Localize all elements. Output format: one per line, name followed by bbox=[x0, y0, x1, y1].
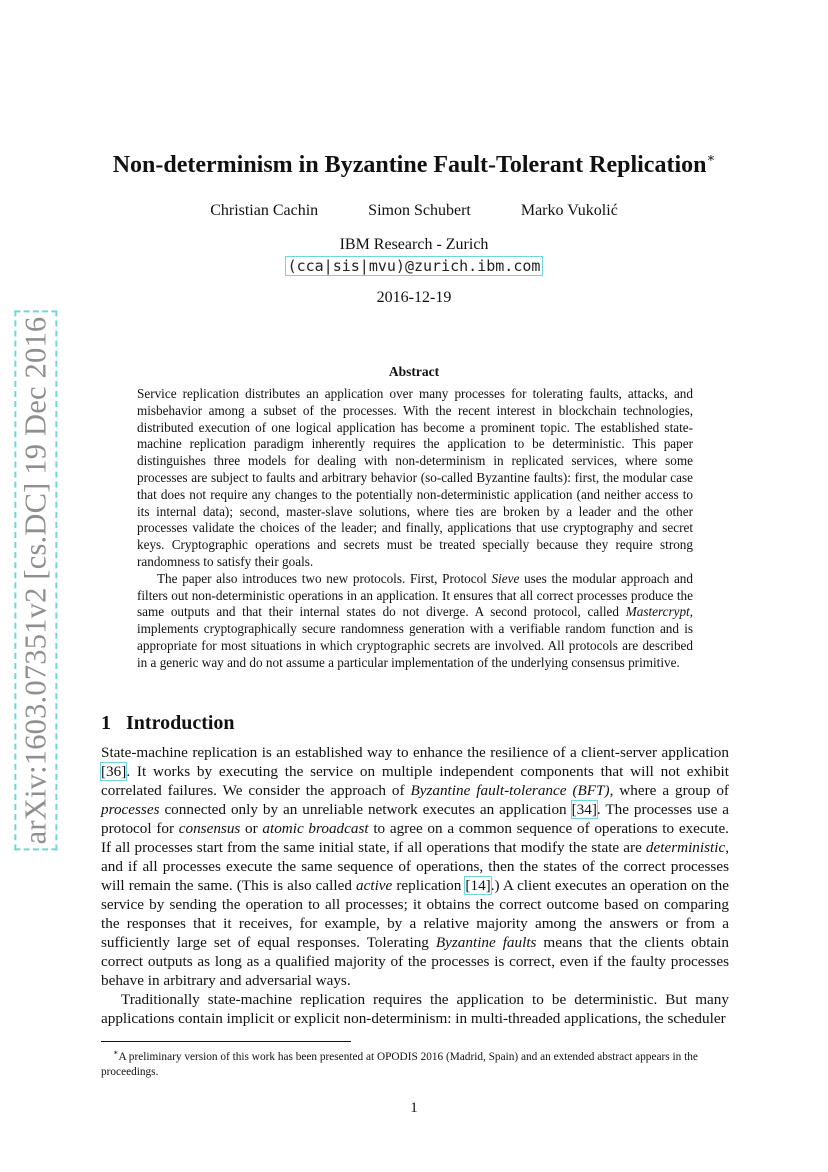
emphasis: processes bbox=[101, 801, 160, 818]
emphasis: Byzantine faults bbox=[435, 934, 537, 951]
author-list bbox=[0, 202, 828, 220]
body-text bbox=[101, 743, 729, 1028]
body-paragraph: Traditionally state-machine replication requires the application to be deterministic. But many applications contain implicit or explicit non-determinism: in multi-threaded applications, the scheduler bbox=[101, 991, 729, 1027]
date: 2016-12-19 bbox=[376, 289, 452, 306]
email-link[interactable]: (cca|sis|mvu)@zurich.ibm.com bbox=[287, 257, 541, 275]
text-run: . The processes use a protocol for bbox=[101, 801, 729, 837]
arxiv-identifier[interactable]: arXiv:1603.07351v2 [cs.DC] 19 Dec 2016 bbox=[18, 316, 53, 844]
text-run: or bbox=[240, 820, 263, 837]
author-name: Simon Schubert bbox=[368, 202, 471, 219]
footnote-divider bbox=[101, 1041, 351, 1042]
section-title: Introduction bbox=[126, 712, 235, 734]
emphasis: consensus bbox=[178, 820, 241, 837]
text-run: State-machine replication is an established way to enhance the resilience of a client-server application bbox=[101, 744, 729, 761]
text-run: means that the clients obtain correct outputs as long as a qualified majority of the processes is correct, even if the faulty processes behave in arbitrary and adversarial ways. bbox=[101, 934, 729, 989]
page-number: 1 bbox=[410, 1100, 418, 1116]
citation-link[interactable]: [36] bbox=[101, 763, 127, 780]
abstract-paragraph: Service replication distributes an application over many processes for tolerating faults, attacks, and misbehavior among a subset of the processes. With the recent interest in blockchain technologies, distributed execution of one logical application has become a prominent topic. The established state-machine replication paradigm inherently requires the application to be deterministic. This paper distinguishes three models for dealing with non-determinism in replicated services, where some processes are subject to faults and arbitrary behavior (so-called Byzantine faults): first, the modular case that does not require any changes to the potentially non-deterministic application (and neither access to its internal data); second, master-slave solutions, where ties are broken by a leader and the other processes validate the choices of the leader; and finally, applications that use cryptography and secret keys. Cryptographic operations and secrets must be treated specially because they require strong randomness to satisfy their goals. bbox=[137, 386, 693, 569]
emphasis: deterministic bbox=[645, 839, 726, 856]
abstract-text: The paper also introduces two new protocols. First, Protocol bbox=[157, 570, 492, 586]
protocol-name-mastercrypt: Mastercrypt bbox=[625, 604, 690, 620]
section-number: 1 bbox=[101, 712, 111, 734]
text-run: to agree on a common sequence of operations to execute. If all processes start from the same initial state, if all operations that modify the state are bbox=[101, 820, 729, 856]
emphasis: atomic broadcast bbox=[262, 820, 369, 837]
section-heading bbox=[101, 712, 235, 735]
title-text: Non-determinism in Byzantine Fault-Tolerant Replication bbox=[112, 152, 707, 178]
affiliation: IBM Research - Zurich bbox=[339, 236, 489, 253]
author-name: Christian Cachin bbox=[210, 202, 319, 219]
paper-title bbox=[0, 150, 828, 179]
footnote-text: A preliminary version of this work has been presented at OPODIS 2016 (Madrid, Spain) and an extended abstract appears in the proceedings. bbox=[101, 1050, 698, 1078]
text-run: .) A client executes an operation on the service by sending the operation to all processes; it obtains the correct outcome based on comparing the responses that it receives, for example, by a relative majority among the answers or from a sufficiently large set of equal responses. Tolerating bbox=[101, 877, 729, 951]
text-run: replication bbox=[392, 877, 466, 894]
text-run: connected only by an unreliable network executes an application bbox=[159, 801, 572, 818]
emphasis: Byzantine fault-tolerance (BFT) bbox=[410, 782, 610, 799]
abstract bbox=[137, 386, 693, 672]
text-run: , where a group of bbox=[609, 782, 729, 799]
text-run: . It works by executing the service on multiple independent components that will not exhibit correlated failures. We consider the approach of bbox=[101, 763, 729, 799]
author-name: Marko Vukolić bbox=[520, 202, 618, 219]
abstract-text: , implements cryptographically secure randomness generation with a verifiable random function and is appropriate for most situations in which cryptographic secrets are involved. All protocols are described in a generic way and do not assume a particular implementation of the underlying consensus primitive. bbox=[137, 604, 693, 670]
abstract-text: uses the modular approach and filters out non-deterministic operations in an application. It ensures that all correct processes produce the same outputs and that their internal states do not diverge. A second protocol, called bbox=[137, 570, 693, 620]
emphasis: active bbox=[356, 877, 393, 894]
text-run: , and if all processes execute the same sequence of operations, then the states of the correct processes will remain the same. (This is also called bbox=[101, 839, 729, 894]
email-line bbox=[0, 257, 828, 276]
footnote-mark: ∗ bbox=[113, 1048, 119, 1057]
footnote bbox=[101, 1045, 729, 1080]
abstract-paragraph bbox=[137, 571, 693, 672]
protocol-name-sieve: Sieve bbox=[491, 570, 520, 586]
body-paragraph bbox=[101, 743, 729, 990]
citation-link[interactable]: [14] bbox=[465, 877, 491, 894]
title-footnote-mark[interactable]: ∗ bbox=[706, 150, 716, 165]
citation-link[interactable]: [34] bbox=[571, 801, 597, 818]
abstract-heading: Abstract bbox=[388, 364, 440, 379]
arxiv-stamp[interactable] bbox=[10, 316, 62, 844]
